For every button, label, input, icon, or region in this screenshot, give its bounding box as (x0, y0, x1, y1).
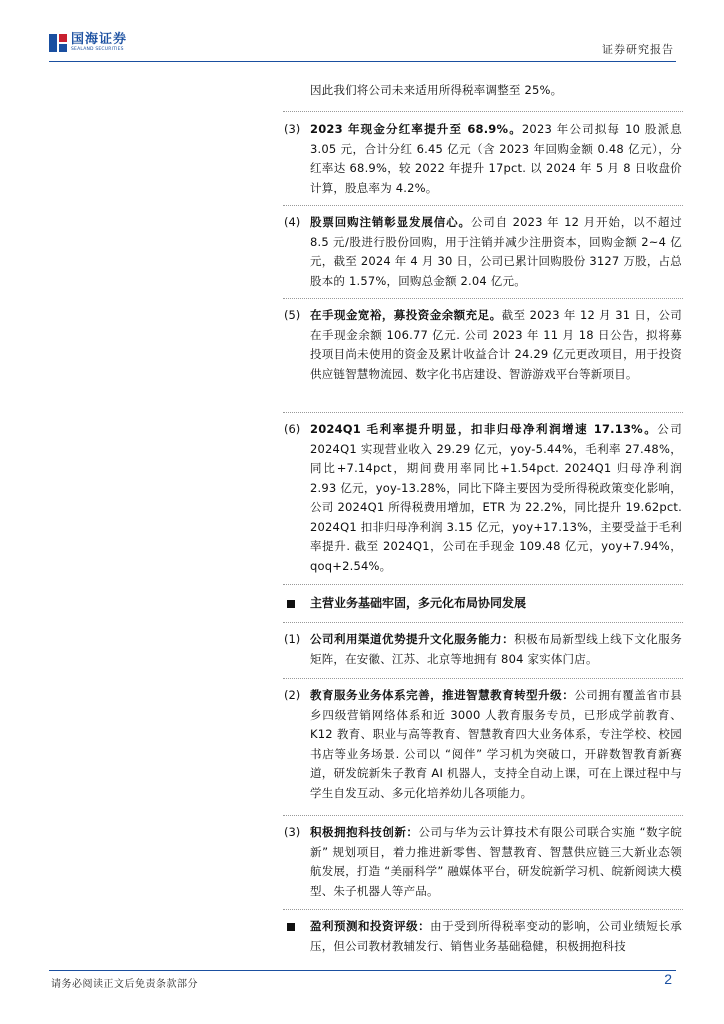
separator (283, 412, 683, 413)
item-number: (6) (284, 422, 301, 436)
paragraph-heading: 盈利预测和投资评级： (310, 919, 431, 933)
paragraph-heading: 教育服务业务体系完善，推进智慧教育转型升级： (310, 688, 575, 702)
footer-divider (49, 970, 676, 971)
paragraph-heading: 积极拥抱科技创新： (310, 825, 419, 839)
paragraph-continuation (310, 81, 682, 101)
separator (283, 584, 683, 585)
logo-name-en: SEALAND SECURITIES (71, 47, 124, 52)
separator (283, 909, 683, 910)
square-bullet-icon (287, 923, 295, 931)
item-number: (5) (284, 308, 301, 322)
header-divider (49, 61, 676, 62)
separator (283, 678, 683, 679)
paragraph-text: 因此我们将公司未来适用所得税率调整至 25%。 (310, 83, 563, 97)
report-type-label: 证券研究报告 (602, 43, 674, 56)
paragraph-text: 公司拥有覆盖省市县乡四级营销网络体系和近 3000 人教育服务专员，已形成学前教育、K12 教育、职业与高等教育、智慧教育四大业务体系，专注学校、校园书店等业务场景. 公司以 “阅伴” 学习机为突破口，开辟数智教育新赛道，研发皖新朱子教育 AI 机器人，支持全自动上课，可在上课过程中与学生自发互动、多元化培养幼儿各项能力。 (310, 688, 682, 800)
square-bullet-icon (287, 600, 295, 608)
separator (283, 622, 683, 623)
paragraph-heading: 股票回购注销彰显发展信心。 (310, 215, 471, 229)
separator (283, 205, 683, 206)
paragraph-buyback (310, 213, 682, 291)
item-number: (3) (284, 825, 301, 839)
section-title: 主营业务基础牢固，多元化布局协同发展 (310, 596, 527, 610)
paragraph-text: 积极布局新型线上线下文化服务矩阵，在安徽、江苏、北京等地拥有 804 家实体门店。 (310, 632, 682, 666)
paragraph-heading: 2023 年现金分红率提升至 68.9%。 (310, 122, 522, 136)
paragraph-text: 公司与华为云计算技术有限公司联合实施 “数字皖新” 规划项目，着力推进新零售、智慧教育、智慧供应链三大新业态领航发展，打造 “美丽科学” 融媒体平台，研发皖新学习机、皖新阅读大模型、朱子机器人等产品。 (310, 825, 682, 898)
paragraph-heading: 在手现金宽裕，募投资金余额充足。 (310, 308, 502, 322)
paragraph-rating (310, 917, 682, 956)
item-number: (1) (284, 632, 301, 646)
item-number: (4) (284, 215, 301, 229)
paragraph-heading: 2024Q1 毛利率提升明显，扣非归母净利润增速 17.13%。 (310, 422, 658, 436)
page-number: 2 (664, 971, 672, 987)
paragraph-dividend (310, 120, 682, 198)
item-number: (3) (284, 122, 301, 136)
logo-name-cn: 国海证券 (71, 32, 128, 47)
company-logo (49, 33, 127, 53)
paragraph-heading: 公司利用渠道优势提升文化服务能力： (310, 632, 515, 646)
page-header (0, 0, 724, 60)
separator (283, 111, 683, 112)
disclaimer-note: 请务必阅读正文后免责条款部分 (51, 979, 198, 990)
paragraph-cash (310, 306, 682, 384)
separator (283, 298, 683, 299)
paragraph-text: 2023 年公司拟每 10 股派息 3.05 元，合计分红 6.45 亿元（含 2023 年回购金额 0.48 亿元），分红率达 68.9%，较 2022 年提升 17pct. 以 2024 年 5 月 8 日收盘价计算，股息率为 4.2%。 (310, 122, 683, 195)
paragraph-text: 公司自 2023 年 12 月开始，以不超过 8.5 元/股进行股份回购，用于注销并减少注册资本，回购金额 2~4 亿元，截至 2024 年 4 月 30 日，公司已累计回购股份 3127 万股，占总股本的 1.57%，回购总金额 2.04 亿元。 (310, 215, 682, 288)
logo-icon (49, 34, 67, 52)
paragraph-q1 (310, 420, 682, 576)
paragraph-tech (310, 823, 682, 901)
paragraph-text: 公司 2024Q1 实现营业收入 29.29 亿元，yoy-5.44%，毛利率 27.48%，同比+7.14pct，期间费用率同比+1.54pct. 2024Q1 归母净利润 2.93 亿元，yoy-13.28%，同比下降主要因为受所得税政策变化影响，公司 2024Q1 所得税费用增加，ETR 为 22.2%，同比提升 19.62pct. 2024Q1 扣非归母净利润 3.15 亿元，yoy+17.13%，主要受益于毛利率提升. 截至 2024Q1，公司在手现金 109.48 亿元，yoy+7.94%，qoq+2.54%。 (310, 422, 682, 573)
separator (283, 815, 683, 816)
item-number: (2) (284, 688, 301, 702)
paragraph-education (310, 686, 682, 803)
paragraph-channel (310, 630, 682, 669)
paragraph-text: 由于受到所得税率变动的影响，公司业绩短长承压，但公司教材教辅发行、销售业务基础稳健，积极拥抱科技 (310, 919, 683, 953)
paragraph-text: 截至 2023 年 12 月 31 日，公司在手现金余额 106.77 亿元. 公司 2023 年 11 月 18 日公告，拟将募投项目尚未使用的资金及累计收益合计 24.29 亿元更改项目，用于投资供应链智慧物流园、数字化书店建设、智游游戏平台等新项目。 (310, 308, 682, 381)
